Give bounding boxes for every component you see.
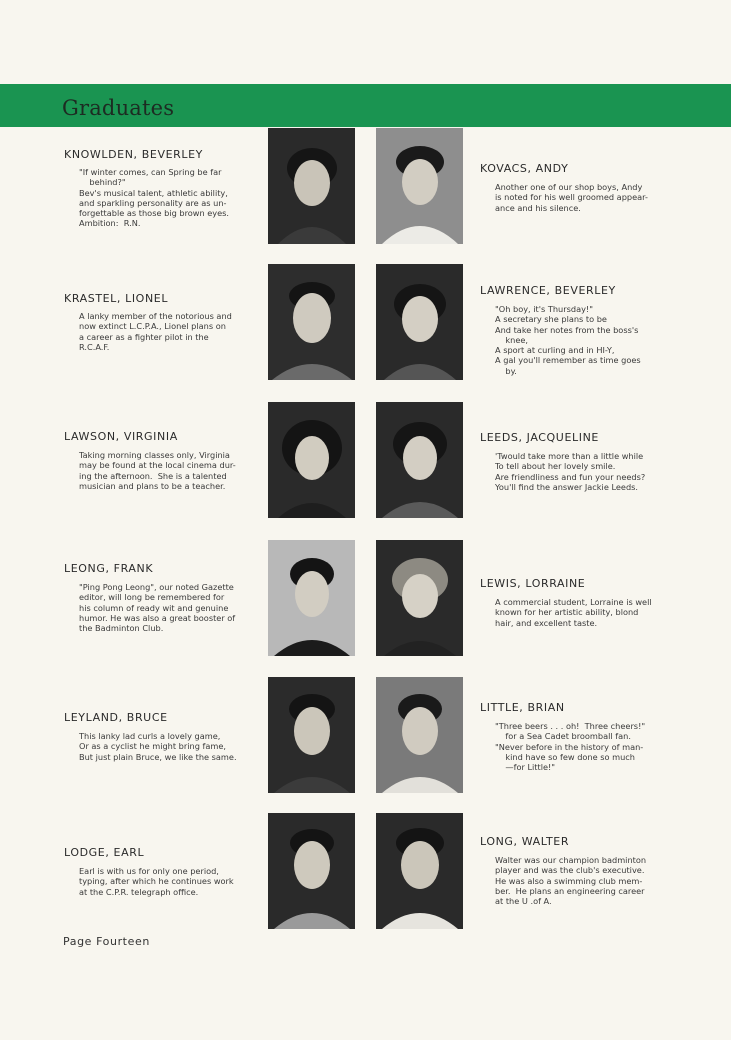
student-photo bbox=[376, 540, 463, 656]
student-name: LITTLE, BRIAN bbox=[480, 701, 565, 714]
page-footer: Page Fourteen bbox=[63, 935, 150, 948]
student-photo bbox=[376, 128, 463, 244]
student-name: LEWIS, LORRAINE bbox=[480, 577, 586, 590]
student-bio: "Three beers . . . oh! Three cheers!" for a Sea Cadet broomball fan. "Never before in the history of man- kind have so few done so much —for Little!" bbox=[495, 721, 646, 773]
student-name: LEYLAND, BRUCE bbox=[64, 711, 168, 724]
student-name: LAWRENCE, BEVERLEY bbox=[480, 284, 616, 297]
student-name: LEONG, FRANK bbox=[64, 562, 154, 575]
section-title: Graduates bbox=[62, 96, 175, 120]
student-name: LAWSON, VIRGINIA bbox=[64, 430, 178, 443]
student-name: LONG, WALTER bbox=[480, 835, 570, 848]
student-photo bbox=[376, 813, 463, 929]
student-photo bbox=[268, 128, 355, 244]
student-photo bbox=[376, 264, 463, 380]
student-name: LEEDS, JACQUELINE bbox=[480, 431, 599, 444]
student-photo bbox=[268, 402, 355, 518]
student-bio: A lanky member of the notorious and now extinct L.C.P.A., Lionel plans on a career as a fighter pilot in the R.C.A.F. bbox=[79, 311, 232, 352]
student-bio: "Ping Pong Leong", our noted Gazette editor, will long be remembered for his column of ready wit and genuine humor. He was also a great booster of the Badminton Club. bbox=[79, 582, 236, 634]
student-bio: Taking morning classes only, Virginia may be found at the local cinema dur- ing the afternoon. She is a talented musician and plans to be a teacher. bbox=[79, 450, 236, 491]
student-bio: Walter was our champion badminton player and was the club's executive. He was also a swimming club mem- ber. He plans an engineering career at the U .of A. bbox=[495, 855, 647, 907]
student-photo bbox=[268, 813, 355, 929]
student-name: LODGE, EARL bbox=[64, 846, 145, 859]
student-photo bbox=[268, 540, 355, 656]
student-bio: This lanky lad curls a lovely game, Or as a cyclist he might bring fame, But just plain Bruce, we like the same. bbox=[79, 731, 237, 762]
student-bio: A commercial student, Lorraine is well known for her artistic ability, blond hair, and excellent taste. bbox=[495, 597, 652, 628]
student-bio: Another one of our shop boys, Andy is noted for his well groomed appear- ance and his silence. bbox=[495, 182, 648, 213]
section-banner bbox=[0, 84, 731, 127]
student-bio: "Oh boy, it's Thursday!" A secretary she plans to be And take her notes from the boss's knee, A sport at curling and in HI-Y, A gal you'll remember as time goes by. bbox=[495, 304, 641, 376]
student-photo bbox=[268, 677, 355, 793]
student-photo bbox=[376, 402, 463, 518]
student-name: KRASTEL, LIONEL bbox=[64, 292, 169, 305]
student-photo bbox=[376, 677, 463, 793]
student-bio: Earl is with us for only one period, typing, after which he continues work at the C.P.R. telegraph office. bbox=[79, 866, 234, 897]
student-name: KOVACS, ANDY bbox=[480, 162, 569, 175]
student-bio: "If winter comes, can Spring be far behind?" Bev's musical talent, athletic ability, and sparkling personality are as un- forgettable as those big brown eyes. Ambition: R.N. bbox=[79, 167, 230, 229]
student-name: KNOWLDEN, BEVERLEY bbox=[64, 148, 203, 161]
student-bio: 'Twould take more than a little while To tell about her lovely smile. Are friendliness and fun your needs? You'll find the answer Jackie Leeds. bbox=[495, 451, 646, 492]
student-photo bbox=[268, 264, 355, 380]
